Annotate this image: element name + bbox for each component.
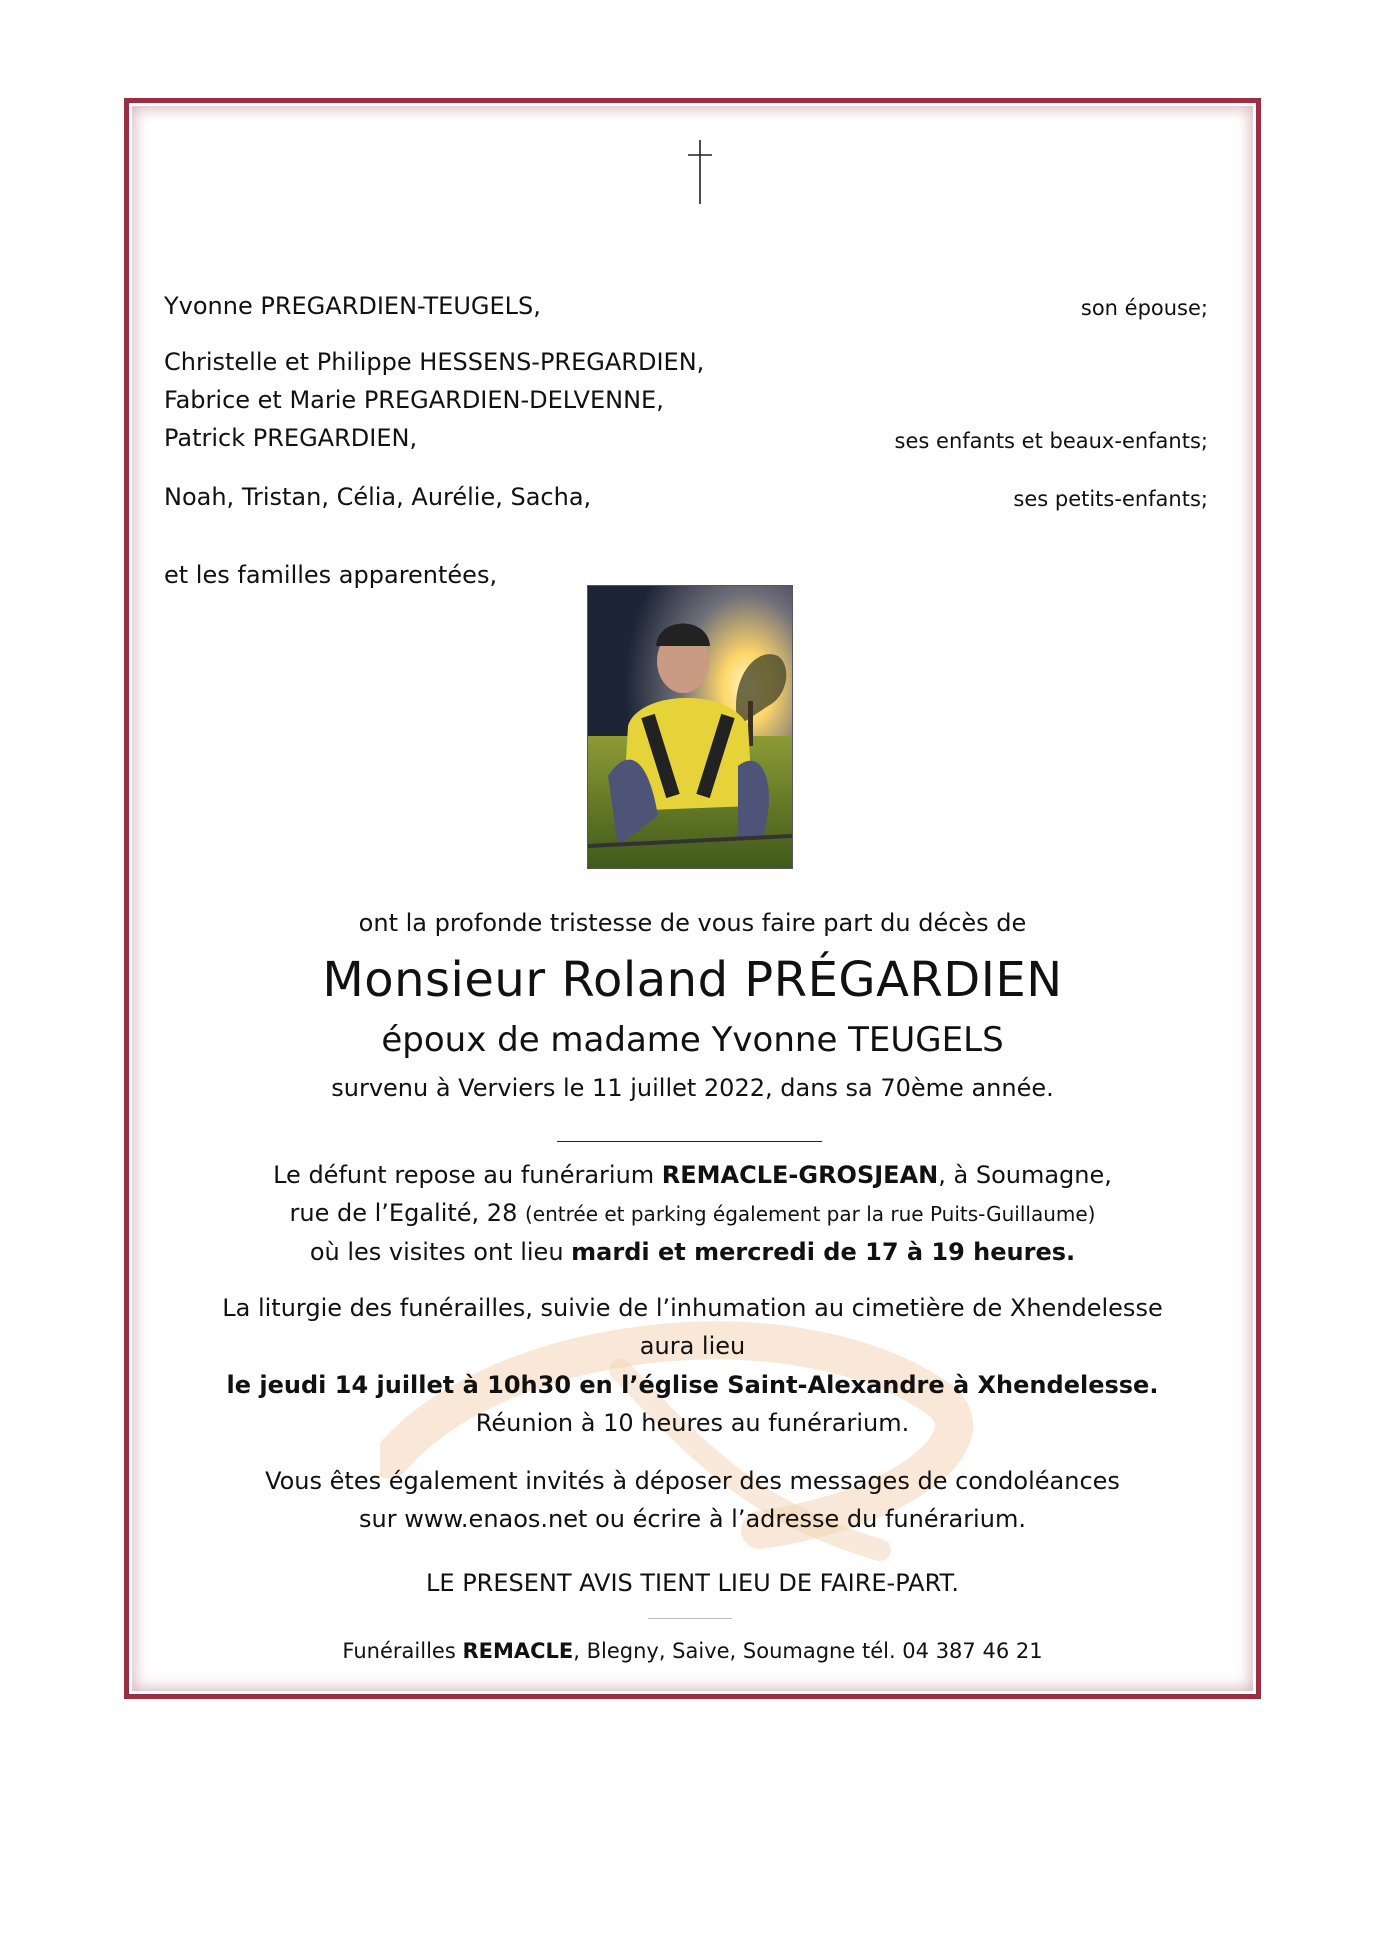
visitation-text: Le défunt repose au funérarium — [273, 1161, 662, 1189]
visitation-line-3 — [124, 1233, 1261, 1271]
separator-line — [557, 1141, 822, 1142]
condolences-line-1: Vous êtes également invités à déposer des messages de condoléances — [265, 1467, 1120, 1495]
visitation-text: , à Soumagne, — [938, 1161, 1112, 1189]
notice-line: LE PRESENT AVIS TIENT LIEU DE FAIRE-PART. — [426, 1569, 959, 1597]
footer-text: , Blegny, Saive, Soumagne tél. 04 387 46 21 — [573, 1639, 1043, 1663]
deceased-photo — [587, 585, 793, 869]
ceremony-date: le jeudi 14 juillet à 10h30 en l’église Saint-Alexandre à Xhendelesse. — [226, 1371, 1159, 1399]
visitation-hours: mardi et mercredi de 17 à 19 heures. — [571, 1238, 1076, 1266]
intro-line: ont la profonde tristesse de vous faire part du décès de — [358, 909, 1027, 937]
visitation-address: rue de l’Egalité, 28 — [289, 1199, 525, 1227]
deceased-name: Monsieur Roland PRÉGARDIEN — [322, 952, 1063, 1008]
footer-text: Funérailles — [342, 1639, 463, 1663]
ceremony-line-3 — [124, 1366, 1261, 1404]
page-frame — [124, 98, 1261, 1699]
spouse-name: Yvonne PREGARDIEN-TEUGELS, — [164, 292, 541, 320]
ceremony-line-1: La liturgie des funérailles, suivie de l’inhumation au cimetière de Xhendelesse — [222, 1294, 1163, 1322]
spouse-role: son épouse; — [1080, 296, 1208, 320]
grandchildren-names: Noah, Tristan, Célia, Aurélie, Sacha, — [164, 483, 592, 511]
footer-company: REMACLE — [462, 1639, 574, 1663]
family-children-row — [164, 343, 1208, 463]
visitation-text: où les visites ont lieu — [309, 1238, 572, 1266]
spouse-line: époux de madame Yvonne TEUGELS — [381, 1020, 1004, 1060]
children-list — [164, 343, 704, 457]
visitation-line-2 — [124, 1194, 1261, 1233]
visitation-parking-note: (entrée et parking également par la rue Puits-Guillaume) — [524, 1202, 1096, 1226]
child-line: Patrick PREGARDIEN, — [164, 424, 418, 452]
relatives-line: et les familles apparentées, — [164, 561, 498, 589]
ceremony-line-2: aura lieu — [639, 1332, 746, 1360]
footer-line — [124, 1636, 1261, 1666]
visitation-line-1 — [124, 1156, 1261, 1194]
children-role: ses enfants et beaux-enfants; — [894, 429, 1208, 453]
child-line: Christelle et Philippe HESSENS-PREGARDIEN, — [164, 348, 705, 376]
condolences-line-2: sur www.enaos.net ou écrire à l’adresse du funérarium. — [359, 1505, 1026, 1533]
funerarium-name: REMACLE-GROSJEAN — [661, 1161, 939, 1189]
death-line: survenu à Verviers le 11 juillet 2022, dans sa 70ème année. — [331, 1074, 1054, 1102]
footer-separator — [648, 1618, 732, 1619]
cross-icon — [686, 140, 714, 204]
grandchildren-role: ses petits-enfants; — [1013, 487, 1208, 511]
ceremony-line-4: Réunion à 10 heures au funérarium. — [475, 1409, 910, 1437]
child-line: Fabrice et Marie PREGARDIEN-DELVENNE, — [164, 386, 664, 414]
